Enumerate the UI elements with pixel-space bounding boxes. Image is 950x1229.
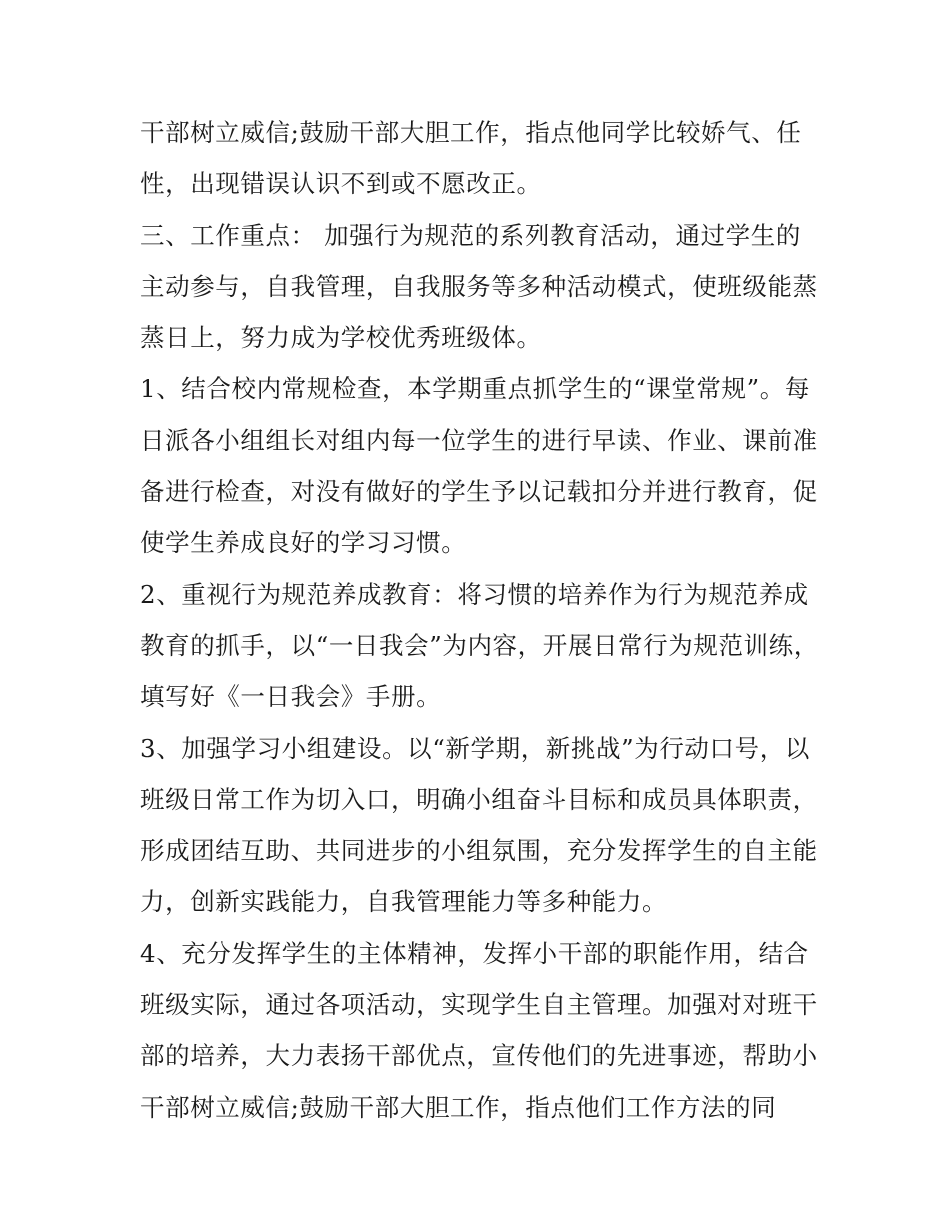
text-line: 3、加强学习小组建设。以“新学期，新挑战”为行动口号，以	[140, 733, 810, 763]
document-body	[140, 107, 830, 1133]
text-line: 主动参与，自我管理，自我服务等多种活动模式，使班级能蒸	[140, 271, 818, 301]
text-line: 干部树立威信;鼓励干部大胆工作，指点他同学比较娇气、任	[140, 118, 802, 147]
text-line: 填写好《一日我会》手册。	[140, 682, 442, 712]
text-line: 性，出现错误认识不到或不愿改正。	[140, 169, 542, 199]
text-line: 备进行检查，对没有做好的学生予以记载扣分并进行教育，促	[140, 477, 818, 507]
text-line: 班级实际，通过各项活动，实现学生自主管理。加强对对班干	[140, 990, 818, 1020]
text-line: 4、充分发挥学生的主体精神，发挥小干部的职能作用，结合	[140, 938, 809, 968]
text-line: 形成团结互助、共同进步的小组氛围，充分发挥学生的自主能	[140, 836, 818, 866]
text-line: 教育的抓手，以“一日我会”为内容，开展日常行为规范训练，	[140, 630, 819, 660]
text-line: 使学生养成良好的学习习惯。	[140, 528, 467, 558]
text-line: 力，创新实践能力，自我管理能力等多种能力。	[140, 887, 668, 917]
text-line: 蒸日上，努力成为学校优秀班级体。	[140, 323, 542, 353]
text-line: 日派各小组组长对组内每一位学生的进行早读、作业、课前准	[140, 425, 818, 455]
text-line: 班级日常工作为切入口，明确小组奋斗目标和成员具体职责，	[140, 784, 818, 814]
text-line: 2、重视行为规范养成教育：将习惯的培养作为行为规范养成	[140, 579, 809, 609]
text-line: 1、结合校内常规检查，本学期重点抓学生的“课堂常规”。每	[140, 374, 810, 404]
text-line: 三、工作重点： 加强行为规范的系列教育活动，通过学生的	[140, 220, 801, 250]
text-line: 干部树立威信;鼓励干部大胆工作，指点他们工作方法的同	[140, 1092, 777, 1122]
text-line: 部的培养，大力表扬干部优点，宣传他们的先进事迹，帮助小	[140, 1041, 818, 1071]
